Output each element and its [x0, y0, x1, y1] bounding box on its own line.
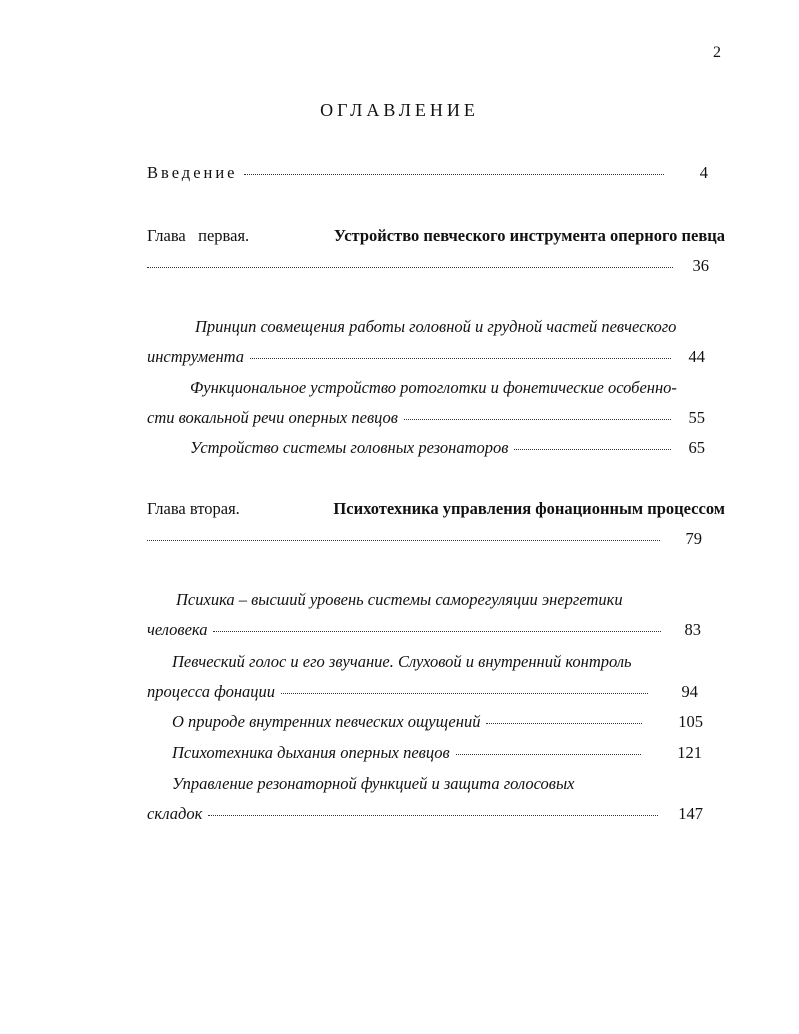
- toc-entry-label: сти вокальной речи оперных певцов: [147, 408, 398, 427]
- toc-entry-label: человека: [147, 620, 208, 639]
- toc-section-2-1[interactable]: [147, 620, 701, 640]
- toc-page-number: 44: [688, 347, 705, 366]
- chapter-title: Устройство певческого инструмента оперного певца: [333, 226, 725, 245]
- toc-entry-label: О природе внутренних певческих ощущений: [172, 712, 481, 731]
- toc-chapter-1-page-line: [147, 256, 709, 276]
- toc-entry-label: Психотехника дыхания оперных певцов: [172, 743, 450, 762]
- toc-page-number: 94: [681, 682, 698, 701]
- chapter-prefix: Глава вторая.: [147, 499, 240, 518]
- leader-dots: [404, 419, 671, 420]
- toc-section-1-2[interactable]: [147, 408, 705, 428]
- toc-section-2-4[interactable]: [172, 743, 702, 763]
- leader-dots: [486, 723, 642, 724]
- leader-dots: [456, 754, 642, 755]
- page-number: 2: [713, 44, 721, 61]
- leader-dots: [147, 540, 660, 541]
- toc-page-number: 147: [678, 804, 703, 823]
- toc-page-number: 83: [684, 620, 701, 639]
- chapter-prefix: Глава первая.: [147, 226, 250, 245]
- toc-entry-label: складок: [147, 804, 203, 823]
- toc-entry-label: процесса фонации: [147, 682, 276, 701]
- toc-section-2-5-line1[interactable]: Управление резонаторной функцией и защита голосовых: [172, 774, 575, 793]
- leader-dots: [213, 631, 660, 632]
- toc-page-number: 55: [688, 408, 705, 427]
- toc-chapter-2-heading[interactable]: [147, 499, 725, 519]
- toc-page-number: 121: [677, 743, 702, 762]
- toc-page-number: 4: [699, 163, 708, 182]
- toc-section-2-2-line1[interactable]: Певческий голос и его звучание. Слуховой и внутренний контроль: [172, 652, 632, 671]
- chapter-title: Психотехника управления фонационным процессом: [333, 499, 725, 518]
- toc-entry-label: инструмента: [147, 347, 245, 366]
- toc-chapter-1-heading[interactable]: [147, 226, 725, 246]
- toc-chapter-2-page-line: [147, 529, 702, 549]
- toc-section-1-3[interactable]: [190, 438, 705, 458]
- toc-page-number: 79: [685, 529, 702, 548]
- toc-entry-label: Введение: [147, 163, 238, 182]
- toc-section-2-5[interactable]: [147, 804, 703, 824]
- toc-section-2-1-line1[interactable]: Психика – высший уровень системы саморегуляции энергетики: [176, 590, 623, 609]
- leader-dots: [514, 449, 670, 450]
- leader-dots: [250, 358, 670, 359]
- toc-section-1-1-line1[interactable]: Принцип совмещения работы головной и грудной частей певческого: [195, 317, 677, 336]
- toc-page-number: 65: [688, 438, 705, 457]
- toc-section-1-2-line1[interactable]: Функциональное устройство ротоглотки и фонетические особенно-: [190, 378, 677, 397]
- leader-dots: [208, 815, 658, 816]
- toc-page-number: 105: [678, 712, 703, 731]
- toc-section-2-3[interactable]: [172, 712, 703, 732]
- toc-page-number: 36: [692, 256, 709, 275]
- toc-entry-label: Устройство системы головных резонаторов: [190, 438, 509, 457]
- toc-section-2-2[interactable]: [147, 682, 698, 702]
- leader-dots: [281, 693, 647, 694]
- toc-entry-intro[interactable]: [147, 163, 708, 183]
- leader-dots: [244, 174, 664, 175]
- toc-section-1-1[interactable]: [147, 347, 705, 367]
- leader-dots: [147, 267, 673, 268]
- page-title: ОГЛАВЛЕНИЕ: [320, 100, 479, 120]
